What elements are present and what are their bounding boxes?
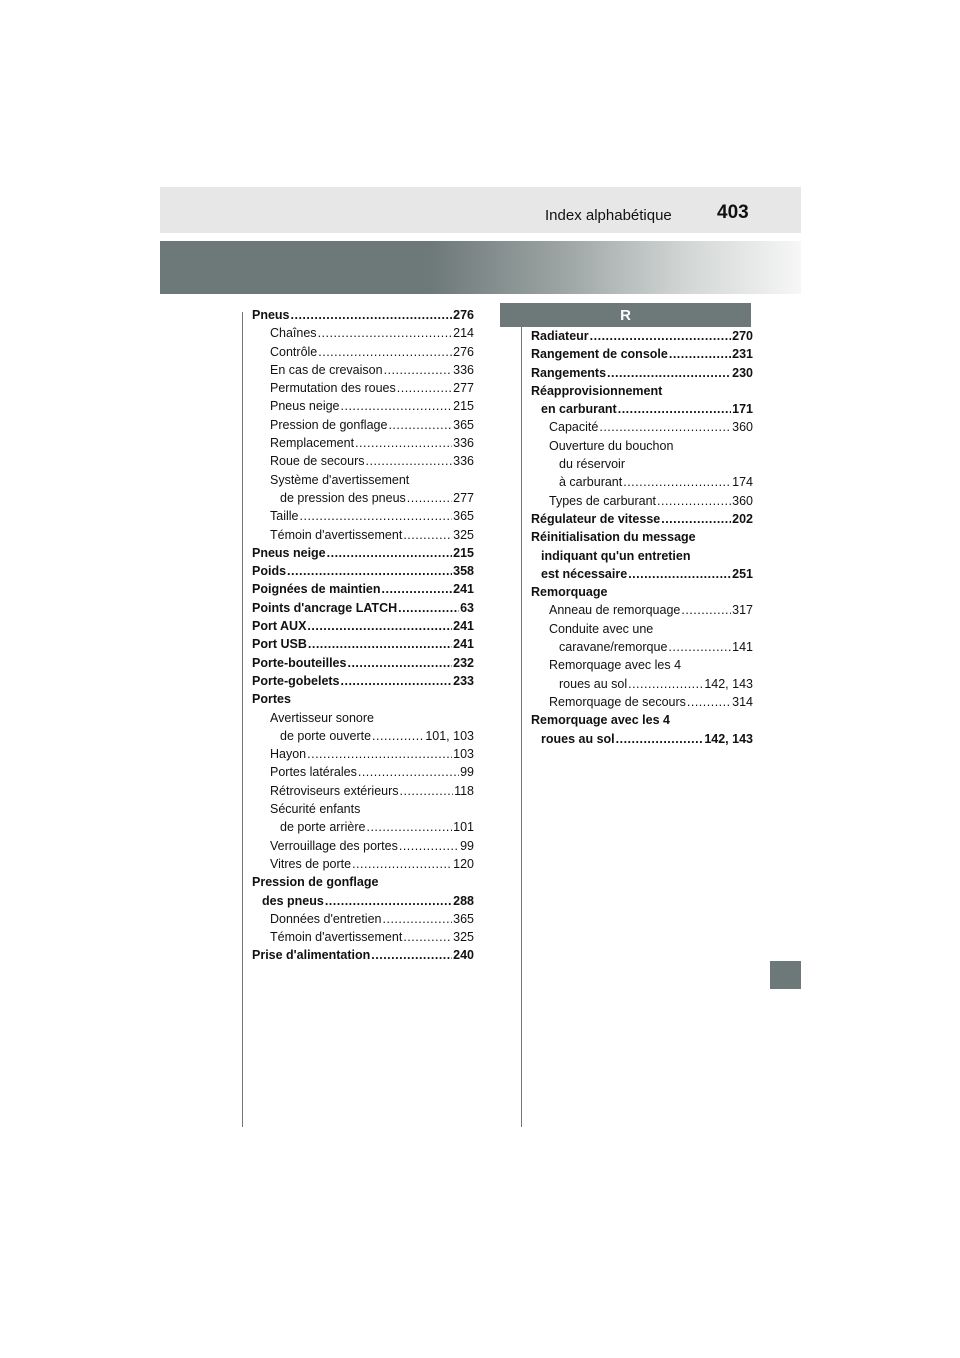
index-entry-term: Remplacement (270, 436, 355, 451)
index-entry-term: Radiateur (531, 329, 589, 343)
decorative-gradient-band (160, 241, 801, 294)
index-entry-term: de porte ouverte (280, 728, 372, 743)
index-entry-page: 336 (453, 454, 474, 469)
index-entry-leader (325, 892, 452, 910)
index-entry (252, 654, 474, 672)
index-entry-leader (618, 400, 731, 418)
index-entry-term: Sécurité enfants (270, 802, 361, 817)
index-entry-leader (607, 364, 731, 382)
index-entry (531, 455, 753, 473)
index-entry-term: Conduite avec une (549, 621, 654, 636)
index-entry (531, 730, 753, 748)
index-entry (252, 599, 474, 617)
index-entry-term: Porte-bouteilles (252, 655, 347, 670)
index-entry-leader (403, 928, 452, 946)
index-entry-page: 99 (460, 838, 474, 853)
index-entry-term: Port USB (252, 637, 307, 652)
index-entry-term: Capacité (549, 420, 599, 435)
index-entry-term: Types de carburant (549, 493, 657, 508)
index-entry-leader (616, 730, 704, 748)
index-entry-leader (307, 617, 452, 635)
index-entry-leader (599, 418, 731, 436)
index-entry-page: 241 (453, 637, 474, 652)
page-number: 403 (717, 202, 749, 223)
index-entry-leader (628, 565, 731, 583)
index-entry (252, 763, 474, 781)
index-entry-leader (628, 675, 703, 693)
index-entry-page: 325 (453, 527, 474, 542)
index-entry-term: indiquant qu'un entretien (541, 548, 691, 563)
index-entry-leader (355, 434, 452, 452)
index-entry-term: Pneus neige (270, 399, 340, 414)
index-entry (531, 693, 753, 711)
index-entry-term: Remorquage de secours (549, 694, 686, 709)
index-entry (252, 672, 474, 690)
index-entry-leader (668, 638, 731, 656)
index-entry-page: 336 (453, 362, 474, 377)
index-entry (252, 873, 474, 891)
index-entry-leader (681, 601, 731, 619)
index-entry (252, 727, 474, 745)
index-entry-leader (400, 782, 454, 800)
index-entry-page: 240 (453, 948, 474, 963)
index-entry-term: du réservoir (559, 457, 625, 472)
index-entry-term: roues au sol (541, 731, 615, 746)
index-entry-leader (657, 492, 731, 510)
index-entry (531, 437, 753, 455)
index-entry-term: Rangements (531, 365, 607, 380)
index-entry-term: Régulateur de vitesse (531, 511, 661, 526)
section-letter-bar (500, 303, 751, 327)
index-entry-page: 101, 103 (425, 728, 474, 743)
index-entry (252, 324, 474, 342)
index-entry (252, 544, 474, 562)
index-entry-page: 270 (732, 329, 753, 343)
column-rule-left (242, 312, 243, 1127)
index-entry (531, 565, 753, 583)
index-entry-page: 317 (732, 603, 753, 618)
index-entry (252, 580, 474, 598)
index-entry-term: Remorquage avec les 4 (549, 658, 682, 673)
index-entry-term: Permutation des roues (270, 381, 396, 396)
index-entry-leader (372, 727, 424, 745)
index-entry-leader (327, 544, 453, 562)
index-entry-term: Chaînes (270, 326, 317, 341)
index-entry-term: Pneus (252, 308, 290, 322)
index-entry-leader (291, 306, 453, 324)
index-entry (531, 638, 753, 656)
index-entry (531, 675, 753, 693)
index-entry-page: 118 (454, 783, 474, 798)
index-entry-term: Avertisseur sonore (270, 710, 374, 725)
index-entry (531, 711, 753, 729)
index-entry-leader (318, 343, 452, 361)
index-entry-leader (388, 416, 452, 434)
index-entry-term: en carburant (541, 402, 617, 417)
index-entry (252, 526, 474, 544)
chapter-side-tab (770, 961, 801, 989)
index-entry-leader (383, 910, 453, 928)
index-entry (252, 361, 474, 379)
index-entry-page: 174 (732, 475, 753, 490)
index-entry (531, 492, 753, 510)
index-entry-term: Vitres de porte (270, 856, 352, 871)
index-entry-leader (399, 837, 459, 855)
index-entry (252, 800, 474, 818)
index-entry-leader (287, 562, 452, 580)
index-entry-page: 360 (732, 493, 753, 508)
index-entry-term: Verrouillage des portes (270, 838, 398, 853)
index-entry-page: 231 (732, 347, 753, 362)
index-entry-leader (300, 507, 453, 525)
index-entry (252, 690, 474, 708)
index-entry (531, 473, 753, 491)
index-entry-term: Pneus neige (252, 545, 326, 560)
index-entry-term: Contrôle (270, 344, 318, 359)
index-entry-term: Portes latérales (270, 765, 357, 780)
index-entry-leader (407, 489, 452, 507)
header-band (160, 187, 801, 233)
index-entry-term: Prise d'alimentation (252, 948, 371, 963)
index-entry (531, 547, 753, 565)
index-entry-page: 232 (453, 655, 474, 670)
index-entry-term: Anneau de remorquage (549, 603, 681, 618)
index-entry-page: 358 (453, 564, 474, 579)
index-entry (531, 656, 753, 674)
index-entry-leader (384, 361, 453, 379)
index-entry (531, 510, 753, 528)
index-entry-term: Réapprovisionnement (531, 383, 663, 398)
index-entry-page: 365 (453, 509, 474, 524)
index-entry-page: 276 (453, 344, 474, 359)
index-entry (252, 507, 474, 525)
index-entry-page: 215 (453, 545, 474, 560)
index-entry-term: Ouverture du bouchon (549, 438, 674, 453)
index-entry-term: Points d'ancrage LATCH (252, 600, 398, 615)
index-entry (252, 452, 474, 470)
index-column-right (531, 327, 753, 748)
index-entry-page: 214 (453, 326, 474, 341)
index-entry-page: 276 (453, 308, 474, 322)
column-rule-middle (521, 312, 522, 1127)
index-entry-page: 314 (732, 694, 753, 709)
index-entry-term: Pression de gonflage (270, 417, 388, 432)
index-column-left (252, 306, 474, 965)
index-entry-page: 360 (732, 420, 753, 435)
index-entry-page: 365 (453, 911, 474, 926)
index-entry (252, 928, 474, 946)
index-entry-page: 215 (453, 399, 474, 414)
index-entry-page: 63 (460, 600, 474, 615)
index-entry-term: Pression de gonflage (252, 875, 379, 890)
index-entry-page: 103 (453, 747, 474, 762)
index-entry-leader (403, 526, 452, 544)
index-entry (531, 583, 753, 601)
index-entry-term: de pression des pneus (280, 490, 406, 505)
index-entry-term: Hayon (270, 747, 307, 762)
index-entry-leader (669, 345, 731, 363)
index-entry (252, 562, 474, 580)
index-entry-leader (308, 635, 452, 653)
index-entry (252, 397, 474, 415)
index-entry-term: Porte-gobelets (252, 673, 340, 688)
index-entry-leader (318, 324, 453, 342)
index-entry (531, 345, 753, 363)
index-entry-term: Port AUX (252, 619, 307, 634)
index-entry-page: 230 (732, 365, 753, 380)
index-entry-page: 99 (460, 765, 474, 780)
index-entry (252, 617, 474, 635)
index-entry (531, 418, 753, 436)
index-entry-leader (590, 327, 731, 345)
index-entry (252, 434, 474, 452)
index-entry-leader (352, 855, 452, 873)
index-entry-leader (366, 452, 453, 470)
index-entry-term: Données d'entretien (270, 911, 382, 926)
index-entry (252, 855, 474, 873)
index-entry (252, 306, 474, 324)
index-entry-leader (382, 580, 453, 598)
index-entry (252, 837, 474, 855)
index-entry-page: 142, 143 (704, 676, 753, 691)
index-entry (531, 400, 753, 418)
index-entry-term: Rétroviseurs extérieurs (270, 783, 399, 798)
index-entry (252, 782, 474, 800)
index-entry-term: Poignées de maintien (252, 582, 381, 597)
index-entry-page: 365 (453, 417, 474, 432)
index-entry (252, 818, 474, 836)
index-entry-term: Poids (252, 564, 287, 579)
index-entry-term: Portes (252, 692, 291, 707)
index-entry-term: des pneus (262, 893, 324, 908)
index-entry (252, 343, 474, 361)
index-entry (252, 471, 474, 489)
index-entry (531, 382, 753, 400)
index-entry-term: est nécessaire (541, 566, 628, 581)
index-entry-term: Rangement de console (531, 347, 668, 362)
index-entry-page: 288 (453, 893, 474, 908)
index-entry-term: Roue de secours (270, 454, 365, 469)
index-entry-leader (371, 946, 452, 964)
index-entry-leader (623, 473, 731, 491)
index-entry-page: 251 (732, 566, 753, 581)
index-entry (252, 910, 474, 928)
index-entry-page: 120 (453, 856, 474, 871)
index-entry-leader (307, 745, 452, 763)
index-entry (531, 620, 753, 638)
index-entry-leader (398, 599, 459, 617)
section-letter: R (620, 306, 631, 324)
index-entry-page: 336 (453, 436, 474, 451)
index-entry (252, 946, 474, 964)
index-entry (531, 601, 753, 619)
index-entry (252, 635, 474, 653)
index-entry (252, 379, 474, 397)
index-entry-page: 325 (453, 930, 474, 945)
index-entry-leader (341, 672, 453, 690)
index-entry (252, 709, 474, 727)
index-entry-page: 233 (453, 673, 474, 688)
index-entry-page: 101 (453, 820, 474, 835)
page-header-title: Index alphabétique (545, 207, 672, 224)
index-entry-leader (366, 818, 452, 836)
index-entry (252, 489, 474, 507)
index-entry-term: Témoin d'avertissement (270, 930, 403, 945)
index-entry-term: Réinitialisation du message (531, 530, 696, 545)
index-entry-leader (347, 654, 452, 672)
index-entry-leader (358, 763, 459, 781)
index-entry-page: 241 (453, 582, 474, 597)
index-entry-term: roues au sol (559, 676, 628, 691)
index-entry-page: 171 (732, 402, 753, 417)
index-entry-term: Remorquage (531, 585, 608, 600)
index-entry-page: 277 (453, 490, 474, 505)
index-entry-term: à carburant (559, 475, 623, 490)
index-entry-term: caravane/remorque (559, 640, 668, 655)
index-entry-term: de porte arrière (280, 820, 366, 835)
index-entry-page: 202 (732, 511, 753, 526)
index-entry-leader (661, 510, 731, 528)
index-entry (252, 745, 474, 763)
index-entry-term: En cas de crevaison (270, 362, 383, 377)
index-entry-leader (341, 397, 453, 415)
index-entry-page: 241 (453, 619, 474, 634)
index-entry-page: 141 (732, 640, 753, 655)
index-entry-term: Système d'avertissement (270, 472, 410, 487)
index-entry-term: Taille (270, 509, 299, 524)
index-entry-leader (687, 693, 731, 711)
index-entry (252, 416, 474, 434)
index-entry-term: Témoin d'avertissement (270, 527, 403, 542)
index-entry (252, 892, 474, 910)
index-entry-page: 277 (453, 381, 474, 396)
index-entry (531, 364, 753, 382)
index-entry-term: Remorquage avec les 4 (531, 713, 670, 728)
index-entry (531, 528, 753, 546)
index-entry-leader (397, 379, 452, 397)
index-entry (531, 327, 753, 345)
index-entry-page: 142, 143 (704, 731, 753, 746)
